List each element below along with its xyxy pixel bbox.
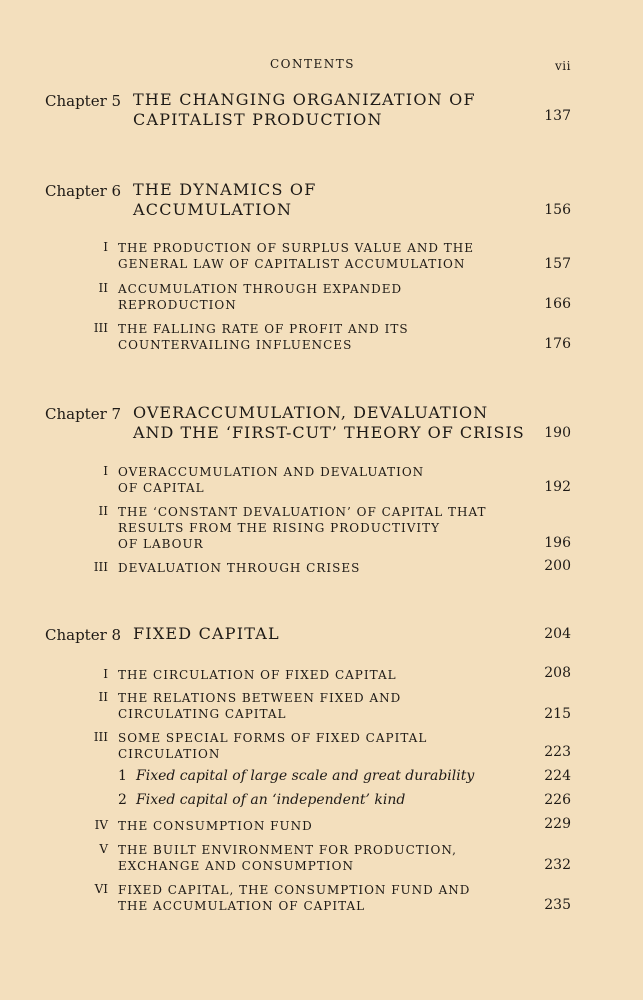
chapter-label: Chapter 6 [45, 182, 122, 200]
section-title-line: THE RELATIONS BETWEEN FIXED AND [118, 691, 402, 705]
section-page: 232 [544, 857, 571, 873]
section-title-line: THE FALLING RATE OF PROFIT AND ITS [118, 322, 409, 336]
section-page: 208 [544, 665, 571, 681]
chapter-label: Chapter 8 [45, 626, 122, 644]
chapter-title-line: AND THE ‘FIRST-CUT’ THEORY OF CRISIS [133, 423, 525, 442]
section-title [118, 321, 409, 353]
section-title-line: OF CAPITAL [118, 481, 205, 495]
section-page: 215 [544, 706, 571, 722]
section-title-line: THE CIRCULATION OF FIXED CAPITAL [118, 668, 397, 682]
subsection-title: Fixed capital of large scale and great durability [136, 768, 475, 784]
chapter-title [133, 624, 280, 644]
section-title-line: OVERACCUMULATION AND DEVALUATION [118, 465, 425, 479]
section-title [118, 842, 457, 874]
chapter-title-line: OVERACCUMULATION, DEVALUATION [133, 403, 489, 422]
section-number: III [93, 730, 108, 744]
subsection-number: 1 [118, 768, 127, 784]
section-number: II [98, 690, 108, 704]
section-page: 176 [544, 336, 571, 352]
section-title-line: THE PRODUCTION OF SURPLUS VALUE AND THE [118, 241, 475, 255]
section-page: 235 [544, 897, 571, 913]
section-title [118, 504, 487, 552]
section-title [118, 818, 313, 834]
section-title-line: THE ACCUMULATION OF CAPITAL [118, 899, 366, 913]
section-number: I [103, 464, 108, 478]
subsection-page: 224 [544, 768, 571, 784]
running-header-page: vii [555, 59, 571, 73]
subsection-number: 2 [118, 792, 127, 808]
section-page: 196 [544, 535, 571, 551]
section-page: 223 [544, 744, 571, 760]
section-title-line: ACCUMULATION THROUGH EXPANDED [118, 282, 403, 296]
section-page: 192 [544, 479, 571, 495]
subsection-title: Fixed capital of an ‘independent’ kind [136, 792, 406, 808]
section-number: I [103, 667, 108, 681]
chapter-page: 190 [544, 425, 571, 441]
subsection-page: 226 [544, 792, 571, 808]
chapter-page: 156 [544, 202, 571, 218]
section-number: IV [94, 818, 108, 832]
section-title-line: THE BUILT ENVIRONMENT FOR PRODUCTION, [118, 843, 457, 857]
section-title-line: OF LABOUR [118, 537, 204, 551]
section-title-line: REPRODUCTION [118, 298, 237, 312]
section-title-line: COUNTERVAILING INFLUENCES [118, 338, 353, 352]
section-page: 229 [544, 816, 571, 832]
section-title-line: SOME SPECIAL FORMS OF FIXED CAPITAL [118, 731, 428, 745]
section-title-line: CIRCULATING CAPITAL [118, 707, 287, 721]
section-number: III [93, 321, 108, 335]
chapter-page: 204 [544, 626, 571, 642]
section-page: 166 [544, 296, 571, 312]
section-title [118, 560, 360, 576]
section-number: II [98, 281, 108, 295]
section-title [118, 667, 397, 683]
section-title [118, 464, 424, 496]
section-number: III [93, 560, 108, 574]
chapter-title [133, 180, 317, 220]
chapter-title-line: ACCUMULATION [133, 200, 293, 219]
section-title [118, 730, 427, 762]
section-title [118, 240, 474, 272]
chapter-label: Chapter 5 [45, 92, 122, 110]
section-title [118, 882, 470, 914]
section-title [118, 690, 401, 722]
chapter-label: Chapter 7 [45, 405, 122, 423]
chapter-title-line: CAPITALIST PRODUCTION [133, 110, 383, 129]
chapter-title-line: FIXED CAPITAL [133, 624, 280, 643]
section-title [118, 281, 402, 313]
section-number: VI [94, 882, 108, 896]
running-header-title: CONTENTS [270, 57, 356, 71]
section-title-line: FIXED CAPITAL, THE CONSUMPTION FUND AND [118, 883, 471, 897]
section-title-line: CIRCULATION [118, 747, 221, 761]
section-title-line: RESULTS FROM THE RISING PRODUCTIVITY [118, 521, 441, 535]
section-title-line: EXCHANGE AND CONSUMPTION [118, 859, 354, 873]
section-title-line: THE ‘CONSTANT DEVALUATION’ OF CAPITAL THAT [118, 505, 487, 519]
section-page: 200 [544, 558, 571, 574]
chapter-title-line: THE CHANGING ORGANIZATION OF [133, 90, 476, 109]
section-title-line: DEVALUATION THROUGH CRISES [118, 561, 361, 575]
chapter-title-line: THE DYNAMICS OF [133, 180, 317, 199]
chapter-title [133, 403, 525, 443]
chapter-page: 137 [544, 108, 571, 124]
section-page: 157 [544, 256, 571, 272]
chapter-title [133, 90, 476, 130]
section-title-line: THE CONSUMPTION FUND [118, 819, 313, 833]
section-number: I [103, 240, 108, 254]
section-title-line: GENERAL LAW OF CAPITALIST ACCUMULATION [118, 257, 466, 271]
section-number: II [98, 504, 108, 518]
section-number: V [99, 842, 108, 856]
